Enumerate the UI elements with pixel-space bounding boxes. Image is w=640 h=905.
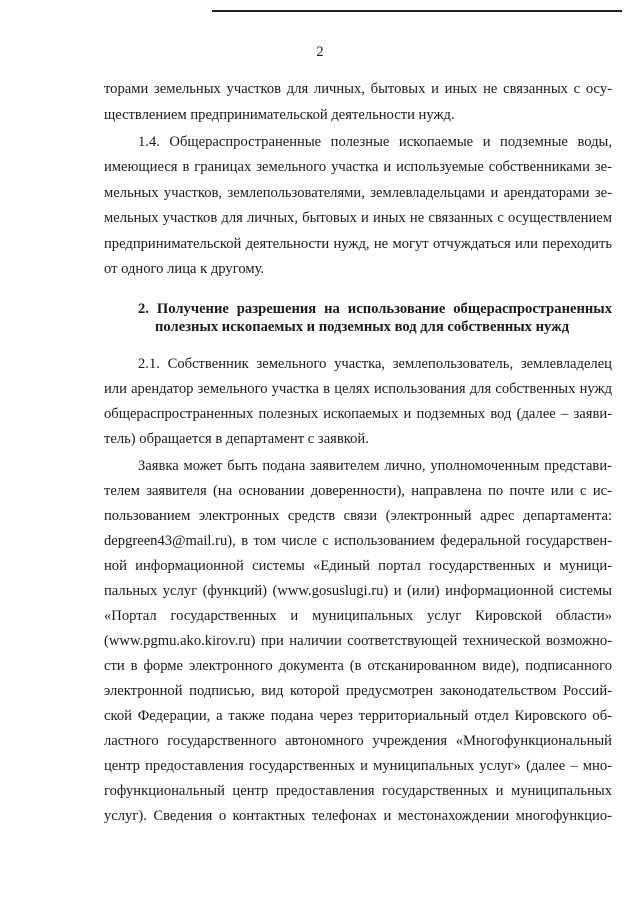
- text-line: имеющиеся в границах земельного участка и используемые собственниками зе-: [104, 159, 612, 175]
- text-line: ской Федерации, а также подана через территориальный отдел Кировского об-: [104, 708, 612, 724]
- text-line: ществлением предпринимательской деятельности нужд.: [104, 107, 455, 123]
- text-line: depgreen43@mail.ru), в том числе с использованием федеральной государствен-: [104, 533, 612, 549]
- text-line: пальных услуг (функций) (www.gosuslugi.ru) и (или) информационной системы: [104, 583, 612, 599]
- text-line: услуг). Сведения о контактных телефонах и местонахождении многофункцио-: [104, 808, 612, 824]
- text-line: (www.pgmu.ako.kirov.ru) при наличии соответствующей технической возможно-: [104, 633, 612, 649]
- section-heading-line: 2. Получение разрешения на использование общераспространенных: [138, 301, 612, 317]
- text-line: общераспространенных полезных ископаемых и подземных вод (далее – заяви-: [104, 406, 612, 422]
- text-line: центр предоставления государственных и муниципальных услуг» (далее – мно-: [104, 758, 612, 774]
- text-line: электронной подписью, вид которой предусмотрен законодательством Россий-: [104, 683, 612, 699]
- text-line: 2.1. Собственник земельного участка, землепользователь, землевладелец: [138, 356, 612, 372]
- text-line: торами земельных участков для личных, бытовых и иных не связанных с осу-: [104, 81, 612, 97]
- text-line: 1.4. Общераспространенные полезные ископаемые и подземные воды,: [138, 134, 612, 150]
- text-line: мельных участков, землепользователями, землевладельцами и арендаторами зе-: [104, 185, 612, 201]
- text-line: мельных участков для личных, бытовых и иных не связанных с осуществлением: [104, 210, 612, 226]
- text-line: или арендатор земельного участка в целях использования для собственных нужд: [104, 381, 612, 397]
- text-line: ной информационной системы «Единый портал государственных и муници-: [104, 558, 612, 574]
- text-line: сти в форме электронного документа (в отсканированном виде), подписанного: [104, 658, 612, 674]
- text-line: Заявка может быть подана заявителем лично, уполномоченным представи-: [138, 458, 612, 474]
- text-line: пользованием электронных средств связи (электронный адрес департамента:: [104, 508, 612, 524]
- text-line: телем заявителя (на основании доверенности), направлена по почте или с ис-: [104, 483, 612, 499]
- text-line: ластного государственного автономного учреждения «Многофункциональный: [104, 733, 612, 749]
- page-number: 2: [316, 44, 324, 60]
- section-heading-line: полезных ископаемых и подземных вод для собственных нужд: [155, 319, 570, 335]
- text-line: тель) обращается в департамент с заявкой.: [104, 431, 369, 447]
- text-line: «Портал государственных и муниципальных услуг Кировской области»: [104, 608, 612, 624]
- text-line: гофункциональный центр предоставления государственных и муниципальных: [104, 783, 612, 799]
- text-line: предпринимательской деятельности нужд, не могут отчуждаться или переходить: [104, 236, 612, 252]
- text-line: от одного лица к другому.: [104, 261, 265, 277]
- header-rule: [212, 10, 622, 12]
